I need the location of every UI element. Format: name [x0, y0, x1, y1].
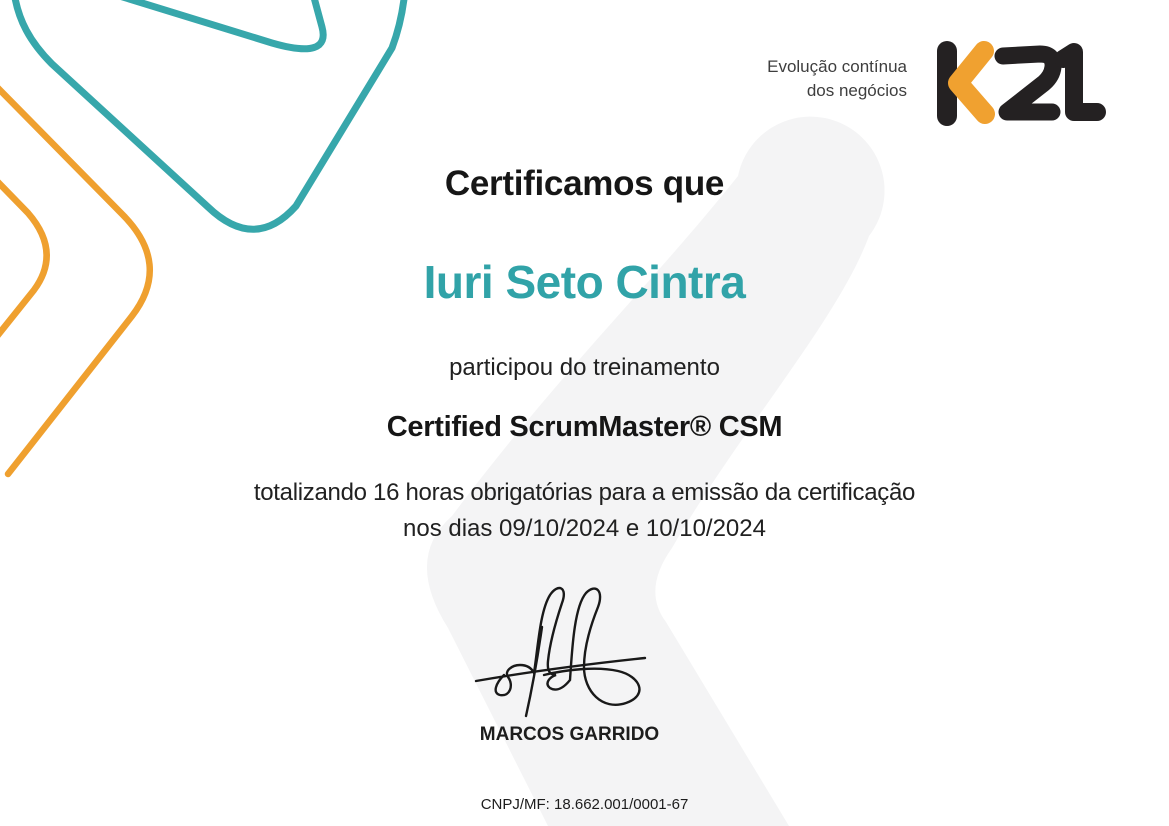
recipient-name: Iuri Seto Cintra: [423, 256, 746, 308]
signer-name: MARCOS GARRIDO: [479, 724, 660, 745]
k21-logo-digit-1: [1063, 52, 1097, 112]
k21-logo: [928, 33, 1118, 131]
certify-heading: Certificamos que: [444, 164, 725, 203]
tagline-line-2: dos negócios: [806, 81, 907, 100]
k21-logo-orange-chevron-icon: [958, 51, 985, 114]
hours-line: totalizando 16 horas obrigatórias para a emissão da certificação: [253, 479, 916, 506]
dates-line: nos dias 09/10/2024 e 10/10/2024: [403, 515, 766, 542]
handwritten-signature-icon: [468, 583, 668, 725]
k21-logo-digit-2: [1003, 54, 1053, 112]
course-title: Certified ScrumMaster® CSM: [386, 411, 783, 443]
tagline-line-1: Evolução contínua: [767, 57, 907, 76]
participation-label: participou do treinamento: [449, 354, 720, 381]
teal-chevron-inner: [100, 0, 323, 49]
cnpj-line: CNPJ/MF: 18.662.001/0001-67: [480, 796, 689, 813]
company-tagline: [767, 55, 907, 103]
